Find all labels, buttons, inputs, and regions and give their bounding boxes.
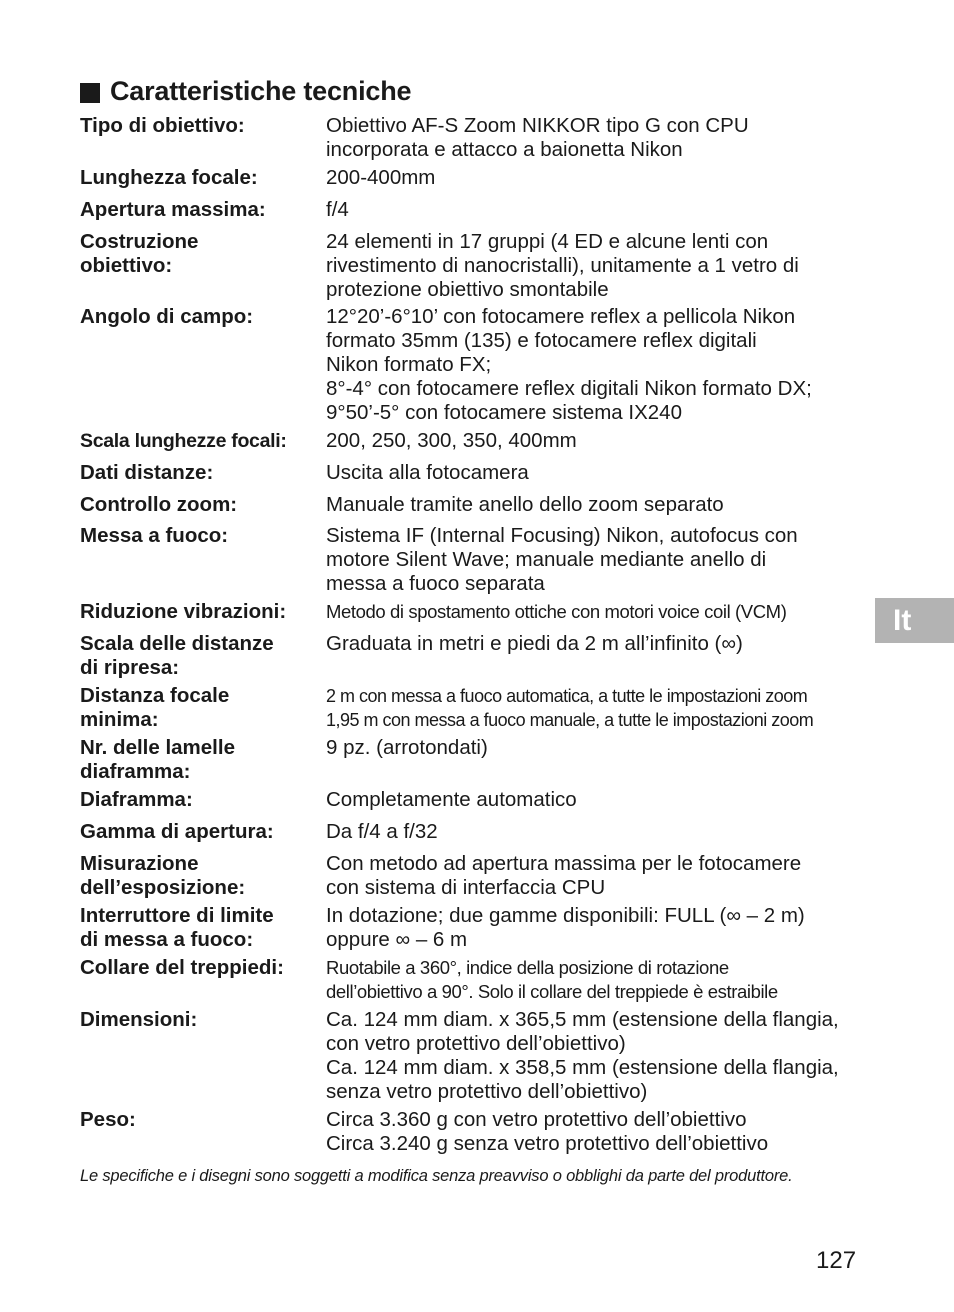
spec-value-line: Manuale tramite anello dello zoom separato [326, 493, 724, 516]
spec-value-line: 9 pz. (arrotondati) [326, 736, 488, 759]
spec-label-line: minima: [80, 708, 159, 731]
spec-value-line: senza vetro protettivo dell’obiettivo) [326, 1080, 648, 1103]
spec-value [326, 1108, 866, 1156]
spec-value-line: 8°-4° con fotocamere reflex digitali Nikon formato DX; [326, 377, 812, 400]
spec-label [80, 524, 320, 548]
spec-value [326, 461, 866, 485]
spec-value-line: Ruotabile a 360°, indice della posizione di rotazione [326, 957, 729, 978]
spec-label [80, 166, 320, 190]
section-title [80, 76, 411, 107]
spec-label-line: obiettivo: [80, 254, 173, 277]
spec-label [80, 198, 320, 222]
spec-label-line: Nr. delle lamelle [80, 736, 235, 759]
spec-value [326, 852, 866, 900]
page-number: 127 [816, 1247, 857, 1274]
spec-value [326, 166, 866, 190]
spec-value-line: Da f/4 a f/32 [326, 820, 438, 843]
spec-label-line: Scala delle distanze [80, 632, 274, 655]
spec-label-line: Tipo di obiettivo: [80, 114, 245, 137]
spec-value-line: In dotazione; due gamme disponibili: FULL (∞ – 2 m) [326, 904, 805, 927]
spec-label [80, 736, 320, 784]
spec-label [80, 114, 320, 138]
spec-value [326, 736, 866, 760]
spec-value-line: 200, 250, 300, 350, 400mm [326, 429, 577, 452]
spec-label-line: Dati distanze: [80, 461, 214, 484]
spec-label [80, 684, 320, 732]
spec-label-line: Apertura massima: [80, 198, 266, 221]
spec-label-line: diaframma: [80, 760, 191, 783]
spec-value [326, 600, 866, 624]
spec-label-line: dell’esposizione: [80, 876, 246, 899]
spec-value [326, 230, 866, 302]
spec-value-line: Circa 3.240 g senza vetro protettivo dell’obiettivo [326, 1132, 769, 1155]
spec-value [326, 904, 866, 952]
section-title-text: Caratteristiche tecniche [110, 76, 412, 106]
spec-label-line: Costruzione [80, 230, 199, 253]
spec-label-line: Scala lunghezze focali: [80, 430, 287, 452]
spec-value [326, 956, 866, 1004]
spec-label-line: Distanza focale [80, 684, 230, 707]
spec-label [80, 429, 320, 453]
spec-label [80, 600, 320, 624]
spec-value-line: f/4 [326, 198, 349, 221]
spec-value-line: Graduata in metri e piedi da 2 m all’infinito (∞) [326, 632, 743, 655]
spec-value-line: dell’obiettivo a 90°. Solo il collare del treppiede è estraibile [326, 981, 778, 1002]
spec-label [80, 956, 320, 980]
spec-value-line: Uscita alla fotocamera [326, 461, 529, 484]
spec-value-line: 9°50’-5° con fotocamere sistema IX240 [326, 401, 682, 424]
spec-label-line: Diaframma: [80, 788, 193, 811]
spec-label-line: Angolo di campo: [80, 305, 254, 328]
spec-label [80, 904, 320, 952]
spec-value-line: Completamente automatico [326, 788, 577, 811]
spec-label [80, 493, 320, 517]
language-tab: It [875, 598, 954, 643]
spec-value-line: motore Silent Wave; manuale mediante anello di [326, 548, 767, 571]
spec-value-line: 200-400mm [326, 166, 436, 189]
spec-label-line: Collare del treppiedi: [80, 956, 284, 979]
spec-value-line: Ca. 124 mm diam. x 358,5 mm (estensione della flangia, [326, 1056, 839, 1079]
spec-value-line: protezione obiettivo smontabile [326, 278, 609, 301]
spec-value-line: Metodo di spostamento ottiche con motori voice coil (VCM) [326, 601, 787, 622]
spec-label [80, 1008, 320, 1032]
spec-value-line: con vetro protettivo dell’obiettivo) [326, 1032, 626, 1055]
spec-label-line: Dimensioni: [80, 1008, 198, 1031]
spec-value [326, 429, 866, 453]
spec-value-line: 12°20’-6°10’ con fotocamere reflex a pellicola Nikon [326, 305, 796, 328]
spec-label [80, 852, 320, 900]
spec-value-line: oppure ∞ – 6 m [326, 928, 468, 951]
spec-label-line: di messa a fuoco: [80, 928, 254, 951]
spec-label [80, 820, 320, 844]
spec-value-line: Sistema IF (Internal Focusing) Nikon, autofocus con [326, 524, 798, 547]
footnote: Le specifiche e i disegni sono soggetti a modifica senza preavviso o obblighi da parte del produttore. [80, 1167, 793, 1185]
spec-label [80, 788, 320, 812]
spec-value [326, 524, 866, 596]
spec-label [80, 230, 320, 278]
spec-label-line: Lunghezza focale: [80, 166, 258, 189]
spec-label [80, 461, 320, 485]
spec-value-line: Ca. 124 mm diam. x 365,5 mm (estensione della flangia, [326, 1008, 839, 1031]
spec-value [326, 820, 866, 844]
spec-value-line: 1,95 m con messa a fuoco manuale, a tutte le impostazioni zoom [326, 710, 814, 730]
bullet-square-icon [80, 83, 100, 103]
spec-value [326, 684, 866, 732]
spec-label-line: Misurazione [80, 852, 199, 875]
spec-value-line: Circa 3.360 g con vetro protettivo dell’obiettivo [326, 1108, 747, 1131]
spec-value [326, 305, 866, 425]
spec-value [326, 788, 866, 812]
spec-value [326, 493, 866, 517]
spec-label-line: Peso: [80, 1108, 136, 1131]
spec-value-line: con sistema di interfaccia CPU [326, 876, 606, 899]
spec-value-line: messa a fuoco separata [326, 572, 545, 595]
spec-value [326, 198, 866, 222]
spec-label-line: Gamma di apertura: [80, 820, 274, 843]
spec-label [80, 1108, 320, 1132]
spec-label-line: di ripresa: [80, 656, 180, 679]
spec-value-line: Con metodo ad apertura massima per le fotocamere [326, 852, 802, 875]
spec-value-line: 24 elementi in 17 gruppi (4 ED e alcune lenti con [326, 230, 769, 253]
spec-label-line: Controllo zoom: [80, 493, 238, 516]
spec-label [80, 632, 320, 680]
spec-value-line: Obiettivo AF-S Zoom NIKKOR tipo G con CPU [326, 114, 749, 137]
spec-label [80, 305, 320, 329]
spec-value-line: incorporata e attacco a baionetta Nikon [326, 138, 683, 161]
spec-value [326, 1008, 866, 1104]
spec-value-line: formato 35mm (135) e fotocamere reflex digitali [326, 329, 757, 352]
spec-value [326, 632, 866, 656]
spec-label-line: Messa a fuoco: [80, 524, 229, 547]
spec-label-line: Interruttore di limite [80, 904, 274, 927]
spec-value-line: 2 m con messa a fuoco automatica, a tutte le impostazioni zoom [326, 686, 808, 706]
spec-value-line: Nikon formato FX; [326, 353, 492, 376]
spec-label-line: Riduzione vibrazioni: [80, 600, 287, 623]
spec-value [326, 114, 866, 162]
spec-value-line: rivestimento di nanocristalli), unitamente a 1 vetro di [326, 254, 799, 277]
